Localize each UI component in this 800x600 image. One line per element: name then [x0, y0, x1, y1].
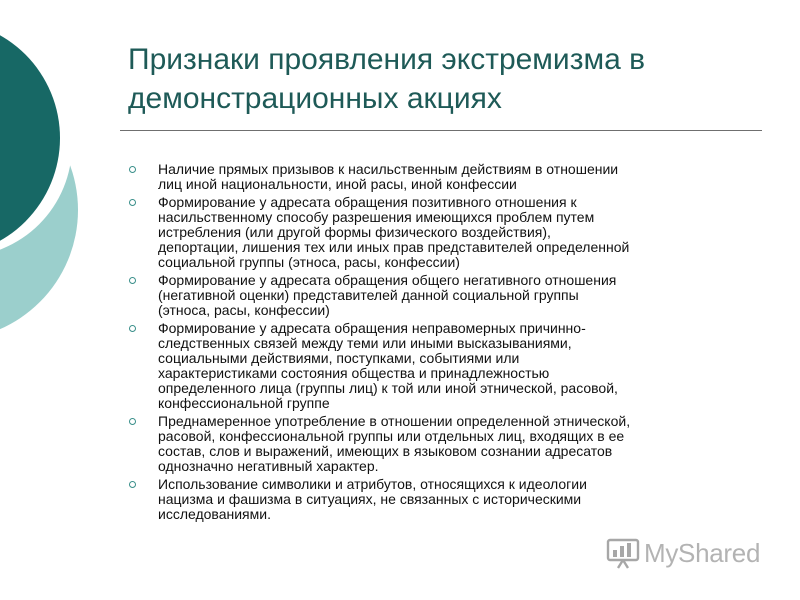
watermark: [606, 537, 760, 569]
circle-bullet-icon: [129, 418, 136, 425]
circle-bullet-icon: [129, 481, 136, 488]
bullet-item: [128, 273, 768, 318]
bullet-line: депортации, лишения тех или иных прав представителей определенной: [158, 239, 630, 255]
bullet-line: однозначно негативный характер.: [158, 458, 379, 474]
slide-title: [128, 40, 768, 118]
bullet-line: Формирование у адресата обращения общего негативного отношения: [158, 272, 617, 288]
bullet-line: Использование символики и атрибутов, относящихся к идеологии: [158, 476, 587, 492]
bullet-line: (негативной оценки) представителей данной социальной группы: [158, 287, 579, 303]
bullet-line: социальной группы (этноса, расы, конфессии): [158, 254, 460, 270]
bullet-item: [128, 321, 768, 411]
bullet-line: следственных связей между теми или иными высказываниями,: [158, 335, 572, 351]
bullet-line: лиц иной национальности, иной расы, иной конфессии: [158, 176, 517, 192]
circle-bullet-icon: [129, 325, 136, 332]
bullet-line: Наличие прямых призывов к насильственным действиям в отношении: [158, 161, 619, 177]
circle-bullet-icon: [129, 277, 136, 284]
bullet-line: характеристиками состояния общества и принадлежностью: [158, 365, 550, 381]
bullet-line: насильственному способу разрешения имеющихся проблем путем: [158, 209, 595, 225]
bullet-line: Преднамеренное употребление в отношении определенной этнической,: [158, 413, 631, 429]
presentation-board-icon: [606, 537, 640, 569]
bullet-line: нацизма и фашизма в ситуациях, не связанных с историческими: [158, 491, 582, 507]
bullet-line: определенного лица (группы лиц) к той или иной этнической, расовой,: [158, 380, 618, 396]
bullet-item: [128, 195, 768, 270]
bullet-item: [128, 414, 768, 474]
title-divider: [120, 130, 762, 131]
bullet-line: социальными действиями, поступками, событиями или: [158, 350, 520, 366]
circle-bullet-icon: [129, 199, 136, 206]
bullet-line: исследованиями.: [158, 506, 271, 522]
light-teal-circle: [0, 80, 78, 340]
bullet-list: [128, 162, 768, 525]
bullet-line: расовой, конфессиональной группы или отдельных лиц, входящих в ее: [158, 428, 625, 444]
bullet-line: конфессиональной группе: [158, 395, 330, 411]
bullet-line: истребления (или другой формы физического воздействия),: [158, 224, 551, 240]
white-ring-gap: [0, 33, 72, 257]
bullet-line: (этноса, расы, конфессии): [158, 302, 330, 318]
bullet-line: состав, слов и выражений, имеющих в языковом сознании адресатов: [158, 443, 613, 459]
title-line: Признаки проявления экстремизма в: [128, 43, 646, 76]
watermark-text: MyShared: [644, 537, 761, 568]
dark-teal-circle: [0, 20, 60, 256]
title-line: демонстрационных акциях: [128, 82, 502, 115]
bullet-item: [128, 477, 768, 522]
bullet-line: Формирование у адресата обращения позитивного отношения к: [158, 194, 577, 210]
bullet-line: Формирование у адресата обращения неправомерных причинно-: [158, 320, 586, 336]
bullet-item: [128, 162, 768, 192]
circle-bullet-icon: [129, 166, 136, 173]
